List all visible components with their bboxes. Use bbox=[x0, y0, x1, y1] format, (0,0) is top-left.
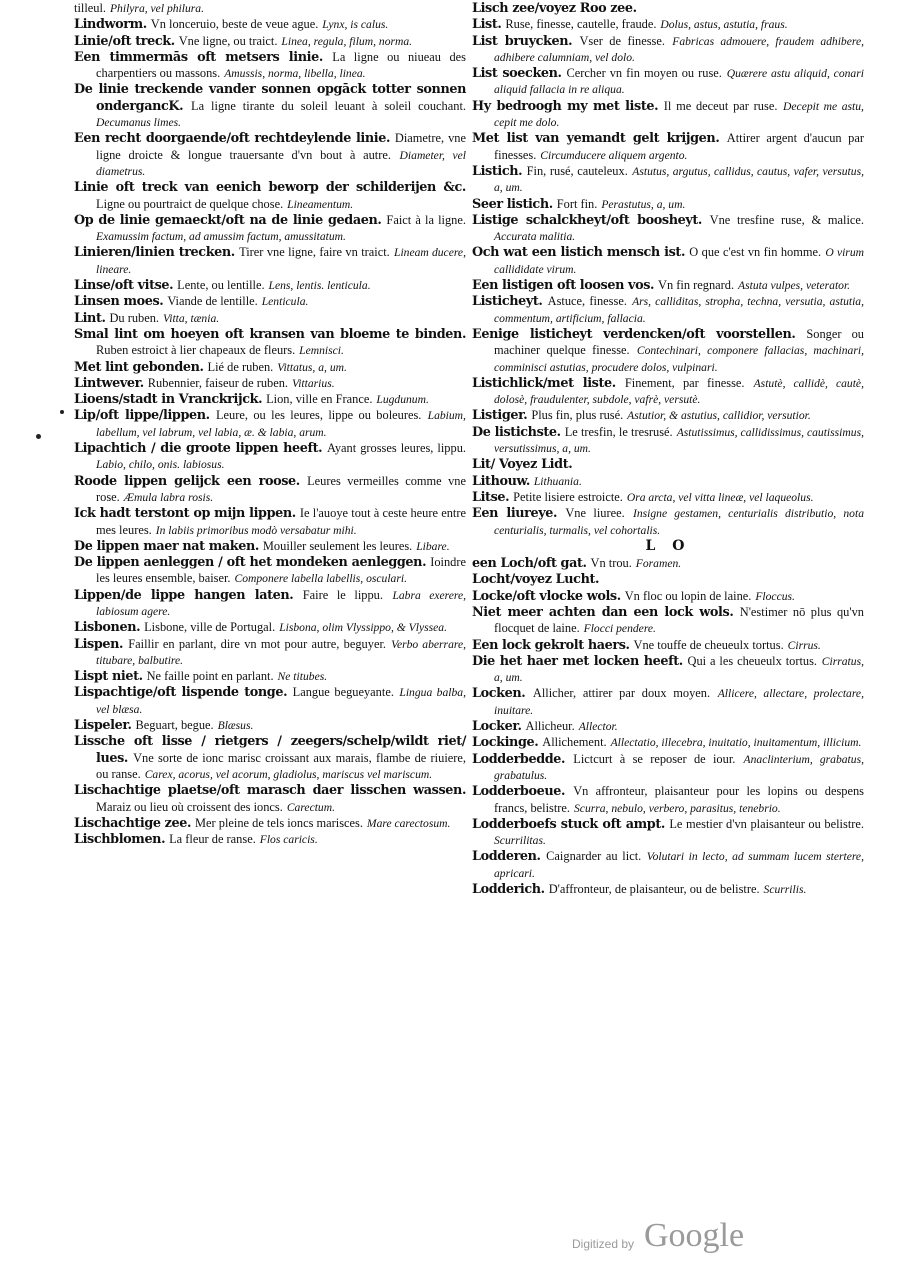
latin-gloss: Æmula labra rosis. bbox=[123, 490, 214, 504]
french-gloss: Ayant grosses leures, lippu. bbox=[327, 441, 466, 456]
latin-gloss: Linea, regula, filum, norma. bbox=[281, 34, 413, 48]
ink-dot bbox=[36, 434, 41, 439]
latin-gloss: Contechinari, componere fallacias, machinari, comminisci astutias, procudere dolos, vulpinari. bbox=[494, 344, 864, 374]
latin-gloss: Lineam ducere, lineare. bbox=[96, 246, 466, 276]
latin-gloss: Quærere astu aliquid, conari aliquid fallacia in re aliqua. bbox=[494, 67, 864, 97]
headword: Een listigen oft loosen vos. bbox=[472, 278, 655, 294]
french-gloss: Leure, ou les leures, lippe ou boleures. bbox=[215, 408, 422, 423]
headword: een Loch/oft gat. bbox=[472, 556, 587, 572]
dictionary-entry bbox=[74, 473, 466, 506]
latin-gloss: Scurrilis. bbox=[763, 883, 807, 897]
dictionary-entry bbox=[74, 293, 466, 309]
headword: De listichste. bbox=[472, 424, 561, 440]
french-gloss: Petite lisiere estroicte. bbox=[513, 489, 623, 504]
dictionary-entry bbox=[74, 538, 466, 554]
dictionary-entry bbox=[472, 555, 864, 571]
dictionary-entry bbox=[74, 815, 466, 831]
latin-gloss: In labiis primoribus modò versabatur mihi. bbox=[155, 523, 357, 537]
french-gloss: Ie l'auoye tout à ceste heure entre mes leures. bbox=[96, 506, 466, 537]
dictionary-entry bbox=[74, 212, 466, 245]
headword: Smal lint om hoeyen oft kransen van bloeme te binden. bbox=[74, 326, 466, 342]
dictionary-entry bbox=[74, 407, 466, 440]
latin-gloss: Perastutus, a, um. bbox=[601, 197, 686, 211]
dictionary-entry bbox=[472, 33, 864, 66]
french-gloss: Diametre, vne ligne droicte & longue trauersante d'vn bout à autre. bbox=[96, 131, 466, 162]
dictionary-entry bbox=[472, 604, 864, 637]
french-gloss: Beguart, begue. bbox=[135, 718, 214, 733]
french-gloss: Cercher vn fin moyen ou ruse. bbox=[566, 66, 722, 81]
french-gloss: Plus fin, plus rusé. bbox=[531, 408, 624, 423]
headword: Lithouw. bbox=[472, 473, 530, 489]
latin-gloss: Scurrilitas. bbox=[494, 834, 546, 848]
french-gloss: La ligne tirante du soleil leuant à soleil couchant. bbox=[191, 98, 466, 113]
headword: Linse/oft vitse. bbox=[74, 278, 174, 294]
latin-gloss: Vittarius. bbox=[291, 376, 335, 390]
headword: Linie oft treck van eenich beworp der schilderijen &c. bbox=[74, 180, 466, 196]
headword: Listiger. bbox=[472, 408, 528, 424]
latin-gloss: Astutior, & astutius, callidior, versutior. bbox=[627, 409, 811, 423]
dictionary-entry bbox=[472, 196, 864, 212]
headword: Lispen. bbox=[74, 636, 124, 652]
latin-gloss: Componere labella labellis, osculari. bbox=[234, 572, 407, 586]
french-gloss: Il me deceut par ruse. bbox=[663, 98, 778, 113]
latin-gloss: Lineamentum. bbox=[287, 197, 354, 211]
french-gloss: La ligne ou niueau des charpentiers ou massons. bbox=[96, 49, 466, 81]
latin-gloss: Amussis, norma, libella, linea. bbox=[224, 67, 366, 81]
french-gloss: Allichement. bbox=[542, 735, 607, 750]
dictionary-entry bbox=[74, 130, 466, 179]
headword: Lintwever. bbox=[74, 375, 144, 391]
french-gloss: Du ruben. bbox=[109, 310, 160, 325]
french-gloss: Allicheur. bbox=[525, 719, 575, 734]
latin-gloss: Dolus, astus, astutia, fraus. bbox=[660, 18, 788, 32]
headword: Linieren/linien trecken. bbox=[74, 245, 235, 261]
headword: Lodderboeue. bbox=[472, 784, 566, 800]
latin-gloss: Decumanus limes. bbox=[96, 116, 182, 130]
headword: De linie treckende vander sonnen opgāck totter sonnen ondergancK. bbox=[74, 82, 466, 114]
french-gloss: Faict à la ligne. bbox=[386, 212, 466, 227]
french-gloss: Vn affronteur, plaisanteur pour les lopins ou despens francs, belistre. bbox=[494, 784, 864, 815]
dictionary-entry bbox=[472, 424, 864, 457]
latin-gloss: Verbo aberrare, titubare, balbutire. bbox=[96, 637, 466, 667]
headword: Lischachtige zee. bbox=[74, 815, 192, 831]
headword: Linie/oft treck. bbox=[74, 33, 175, 49]
latin-gloss: Lens, lentis. lenticula. bbox=[268, 279, 371, 293]
dictionary-entry bbox=[472, 65, 864, 98]
headword: Lodderboefs stuck oft ampt. bbox=[472, 816, 665, 832]
french-gloss: Vn trou. bbox=[590, 556, 632, 571]
french-gloss: tilleul. bbox=[74, 1, 107, 15]
dictionary-entry bbox=[74, 81, 466, 130]
headword: Hy bedroogh my met liste. bbox=[472, 98, 659, 114]
french-gloss: Rubennier, faiseur de ruben. bbox=[147, 375, 289, 390]
headword: Lindworm. bbox=[74, 17, 147, 33]
french-gloss: Qui a les cheueulx tortus. bbox=[687, 653, 818, 668]
headword: Lit/ Voyez Lidt. bbox=[472, 457, 573, 473]
french-gloss: Attirer argent d'aucun par finesses. bbox=[494, 131, 864, 162]
headword: Lockinge. bbox=[472, 735, 539, 751]
french-gloss: Vser de finesse. bbox=[579, 33, 665, 48]
latin-gloss: Carex, acorus, vel acorum, gladiolus, mariscus vel mariscum. bbox=[144, 767, 433, 781]
headword: Locker. bbox=[472, 719, 522, 735]
latin-gloss: Allectatio, illecebra, inuitatio, inuitamentum, illicium. bbox=[610, 736, 862, 750]
french-gloss: Vne ligne, ou traict. bbox=[178, 33, 278, 48]
latin-gloss: Scurra, nebulo, verbero, parasitus, tenebrio. bbox=[574, 801, 781, 815]
headword: Ick hadt terstont op mijn lippen. bbox=[74, 506, 296, 522]
dictionary-entry bbox=[472, 685, 864, 718]
headword: Listicheyt. bbox=[472, 294, 543, 310]
latin-gloss: Allector. bbox=[578, 720, 618, 734]
headword: Lodderen. bbox=[472, 849, 541, 865]
headword: De lippen aenleggen / oft het mondeken aenleggen. bbox=[74, 555, 427, 571]
dictionary-entry bbox=[74, 391, 466, 407]
dictionary-entry bbox=[472, 848, 864, 881]
ink-dot bbox=[60, 410, 64, 414]
latin-gloss: Accurata malitia. bbox=[494, 230, 576, 244]
dictionary-entry bbox=[472, 407, 864, 423]
latin-gloss: Anaclinterium, grabatus, grabatulus. bbox=[494, 752, 864, 782]
latin-gloss: Lugdunum. bbox=[376, 393, 429, 407]
latin-gloss: Floccus. bbox=[755, 589, 795, 603]
french-gloss: Allicher, attirer par doux moyen. bbox=[532, 686, 711, 701]
dictionary-entry bbox=[472, 456, 864, 472]
french-gloss: Vne touffe de cheueulx tortus. bbox=[633, 637, 784, 652]
dictionary-entry bbox=[74, 619, 466, 635]
dictionary-entry bbox=[472, 0, 864, 16]
latin-gloss: Circumducere aliquem argento. bbox=[540, 148, 688, 162]
latin-gloss: Astutus, argutus, callidus, cautus, vafer, versutus, a, um. bbox=[494, 164, 864, 195]
dictionary-entry bbox=[472, 473, 864, 489]
watermark-small: Digitized by bbox=[572, 1237, 635, 1251]
dictionary-entry bbox=[472, 489, 864, 505]
watermark-logo: Google bbox=[644, 1217, 745, 1254]
latin-gloss: Libare. bbox=[416, 539, 450, 553]
headword: Niet meer achten dan een lock wols. bbox=[472, 604, 734, 620]
dictionary-entry bbox=[74, 49, 466, 82]
latin-gloss: Labra exerere, labiosum agere. bbox=[96, 588, 466, 618]
headword: Seer listich. bbox=[472, 196, 553, 212]
headword: Op de linie gemaeckt/oft na de linie gedaen. bbox=[74, 212, 382, 228]
french-gloss: Ruse, finesse, cautelle, fraude. bbox=[505, 17, 657, 32]
dictionary-entry bbox=[472, 130, 864, 163]
french-gloss: Maraiz ou lieu où croissent des ioncs. bbox=[96, 799, 283, 814]
french-gloss: Finement, par finesse. bbox=[624, 375, 745, 390]
headword: Eenige listicheyt verdencken/oft voorstellen. bbox=[472, 326, 796, 342]
french-gloss: Faillir en parlant, dire vn mot pour autre, beguyer. bbox=[128, 636, 386, 651]
dictionary-entry bbox=[74, 782, 466, 815]
french-gloss: Lié de ruben. bbox=[207, 359, 274, 374]
headword: Lischachtige plaetse/oft marasch daer lisschen wassen. bbox=[74, 783, 466, 799]
dictionary-entry bbox=[472, 98, 864, 131]
dictionary-entry bbox=[472, 293, 864, 326]
latin-gloss: Vitta, tænia. bbox=[163, 311, 220, 325]
dictionary-entry bbox=[472, 277, 864, 293]
section-heading: L O bbox=[645, 537, 691, 554]
latin-gloss: Flos caricis. bbox=[259, 833, 318, 847]
latin-gloss: Insigne gestamen, centurialis distributio, nota centurialis, turmalis, vel cohortalis. bbox=[494, 507, 864, 537]
french-gloss: N'estimer nō plus qu'vn flocquet de laine. bbox=[494, 604, 864, 636]
headword: Een liureye. bbox=[472, 506, 558, 522]
french-gloss: Vn lonceruio, beste de veue ague. bbox=[150, 17, 319, 32]
headword: Een recht doorgaende/oft rechtdeylende linie. bbox=[74, 131, 391, 147]
headword: Die het haer met locken heeft. bbox=[472, 653, 683, 669]
french-gloss: Fin, rusé, cauteleux. bbox=[526, 163, 628, 178]
french-gloss: Vn floc ou lopin de laine. bbox=[624, 588, 752, 603]
headword: Listichlick/met liste. bbox=[472, 375, 616, 391]
dictionary-entry bbox=[74, 16, 466, 32]
french-gloss: Faire le lippu. bbox=[302, 587, 383, 602]
dictionary-entry bbox=[472, 718, 864, 734]
dictionary-entry bbox=[472, 637, 864, 653]
latin-gloss: Lenticula. bbox=[261, 295, 309, 309]
headword: Lispt niet. bbox=[74, 669, 143, 685]
latin-gloss: Ora arcta, vel vitta lineæ, vel laqueolus. bbox=[626, 490, 814, 504]
french-gloss: Vne tresfine ruse, & malice. bbox=[709, 212, 865, 227]
latin-gloss: Lemnisci. bbox=[299, 344, 344, 358]
dictionary-entry bbox=[74, 0, 466, 16]
dictionary-entry bbox=[472, 751, 864, 784]
right-column bbox=[472, 0, 864, 897]
french-gloss: Viande de lentille. bbox=[167, 294, 258, 309]
french-gloss: Tirer vne ligne, faire vn traict. bbox=[239, 245, 390, 260]
headword: Och wat een listich mensch ist. bbox=[472, 245, 686, 261]
french-gloss: La fleur de ranse. bbox=[169, 832, 256, 847]
headword: Lodderbedde. bbox=[472, 751, 566, 767]
headword: Lipachtich / die groote lippen heeft. bbox=[74, 441, 323, 457]
french-gloss: Lictcurt à se reposer de iour. bbox=[573, 751, 736, 766]
headword: Linsen moes. bbox=[74, 294, 164, 310]
dictionary-entry bbox=[74, 359, 466, 375]
french-gloss: Langue begueyante. bbox=[292, 685, 394, 700]
french-gloss: Songer ou machiner quelque finesse. bbox=[494, 326, 864, 358]
dictionary-entry bbox=[74, 733, 466, 782]
french-gloss: Mouiller seulement les leures. bbox=[262, 538, 413, 553]
dictionary-entry bbox=[472, 816, 864, 849]
dictionary-entry bbox=[472, 375, 864, 408]
latin-gloss: Philyra, vel philura. bbox=[109, 2, 204, 15]
dictionary-entry bbox=[472, 505, 864, 538]
dictionary-entry bbox=[74, 505, 466, 538]
latin-gloss: Volutari in lecto, ad summam lucem stertere, apricari. bbox=[494, 850, 864, 880]
french-gloss: Ligne ou pourtraict de quelque chose. bbox=[96, 196, 284, 211]
french-gloss: Ne faille point en parlant. bbox=[146, 669, 274, 684]
latin-gloss: Foramen. bbox=[635, 557, 682, 571]
headword: Lisbonen. bbox=[74, 620, 141, 636]
dictionary-entry bbox=[472, 588, 864, 604]
headword: List. bbox=[472, 17, 502, 33]
french-gloss: Vne sorte de ionc marisc croissant aux marais, flambe de riuiere, ou ranse. bbox=[96, 750, 466, 781]
dictionary-entry bbox=[74, 244, 466, 277]
headword: Lispeler. bbox=[74, 718, 132, 734]
headword: Lint. bbox=[74, 310, 106, 326]
dictionary-entry bbox=[74, 636, 466, 669]
dictionary-entry bbox=[472, 783, 864, 816]
french-gloss: Fort fin. bbox=[556, 196, 598, 211]
latin-gloss: Cirratus, a, um. bbox=[494, 654, 864, 685]
french-gloss: Leures vermeilles comme vne rose. bbox=[96, 473, 466, 504]
dictionary-entry bbox=[74, 684, 466, 717]
dictionary-entry bbox=[74, 310, 466, 326]
headword: Lischblomen. bbox=[74, 832, 166, 848]
french-gloss: Caignarder au lict. bbox=[546, 849, 642, 864]
dictionary-entry bbox=[74, 440, 466, 473]
dictionary-entry bbox=[74, 33, 466, 49]
french-gloss: Le tresfin, le tresrusé. bbox=[564, 424, 673, 439]
french-gloss: Vne liuree. bbox=[565, 506, 625, 521]
latin-gloss: Blæsus. bbox=[217, 719, 254, 733]
dictionary-entry bbox=[74, 587, 466, 620]
left-column bbox=[74, 0, 466, 847]
headword: List bruycken. bbox=[472, 33, 573, 49]
headword: Lissche oft lisse / rietgers / zeegers/schelp/wildt riet/ lues. bbox=[74, 734, 466, 766]
latin-gloss: Fabricas admouere, fraudem adhibere, adhibere calumniam, vel dolo. bbox=[494, 34, 864, 64]
latin-gloss: Labio, chilo, onis. labiosus. bbox=[96, 458, 225, 472]
latin-gloss: Carectum. bbox=[286, 800, 336, 814]
headword: Lippen/de lippe hangen laten. bbox=[74, 587, 294, 603]
latin-gloss: Labium, labellum, vel labrum, vel labia, æ. & labia, arum. bbox=[96, 409, 466, 439]
dictionary-entry bbox=[472, 326, 864, 375]
french-gloss: D'affronteur, de plaisanteur, ou de belistre. bbox=[548, 882, 760, 897]
headword: Met lint gebonden. bbox=[74, 359, 204, 375]
latin-gloss: Astutè, callidè, cautè, dolosè, fraudulenter, subdole, vafrè, versutè. bbox=[494, 376, 864, 407]
latin-gloss: Astutissimus, callidissimus, cautissimus, versutissimus, a, um. bbox=[494, 425, 864, 456]
latin-gloss: Ars, calliditas, stropha, techna, versutia, astutia, commentum, artificium, fallacia. bbox=[494, 295, 864, 325]
french-gloss: Ioindre les leures ensemble, baiser. bbox=[96, 555, 466, 586]
french-gloss: Ruben estroict à lier chapeaux de fleurs. bbox=[96, 343, 296, 358]
headword: Locht/voyez Lucht. bbox=[472, 572, 600, 588]
latin-gloss: Examussim factum, ad amussim factum, amussitatum. bbox=[96, 230, 346, 244]
dictionary-entry bbox=[472, 244, 864, 277]
latin-gloss: Cirrus. bbox=[787, 638, 821, 652]
french-gloss: Lente, ou lentille. bbox=[177, 278, 265, 293]
headword: Een lock gekrolt haers. bbox=[472, 637, 630, 653]
dictionary-entry bbox=[74, 179, 466, 212]
headword: Lioens/stadt in Vranckrijck. bbox=[74, 392, 263, 408]
dictionary-entry bbox=[472, 212, 864, 245]
headword: Roode lippen gelijck een roose. bbox=[74, 473, 300, 489]
headword: Listich. bbox=[472, 163, 523, 179]
headword: Lispachtige/oft lispende tonge. bbox=[74, 685, 288, 701]
french-gloss: Le mestier d'vn plaisanteur ou belistre. bbox=[669, 816, 864, 831]
dictionary-entry bbox=[74, 277, 466, 293]
french-gloss: Astuce, finesse. bbox=[547, 294, 627, 309]
latin-gloss: Diameter, vel diametrus. bbox=[96, 148, 466, 178]
dictionary-entry bbox=[74, 554, 466, 587]
latin-gloss: Decepit me astu, cepit me dolo. bbox=[494, 99, 864, 130]
dictionary-entry bbox=[74, 375, 466, 391]
latin-gloss: Lisbona, olim Vlyssippo, & Vlyssea. bbox=[279, 621, 447, 635]
headword: Locken. bbox=[472, 686, 526, 702]
dictionary-entry bbox=[472, 881, 864, 897]
latin-gloss: Lingua balba, vel blæsa. bbox=[96, 686, 466, 716]
latin-gloss: Astuta vulpes, veterator. bbox=[738, 279, 851, 293]
french-gloss: Lion, ville en France. bbox=[266, 392, 373, 407]
headword: Met list van yemandt gelt krijgen. bbox=[472, 131, 720, 147]
headword: List soecken. bbox=[472, 66, 562, 82]
headword: Een timmermās oft metsers linie. bbox=[74, 49, 323, 65]
dictionary-entry bbox=[472, 571, 864, 587]
headword: Lodderich. bbox=[472, 882, 545, 898]
dictionary-entry bbox=[472, 734, 864, 750]
headword: Lisch zee/voyez Roo zee. bbox=[472, 1, 637, 16]
french-gloss: O que c'est vn fin homme. bbox=[689, 245, 822, 260]
latin-gloss: Ne titubes. bbox=[277, 670, 328, 684]
french-gloss: Vn fin regnard. bbox=[658, 278, 735, 293]
watermark bbox=[572, 1215, 772, 1265]
latin-gloss: Flocci pendere. bbox=[583, 622, 656, 636]
french-gloss: Lisbone, ville de Portugal. bbox=[144, 620, 276, 635]
latin-gloss: Vittatus, a, um. bbox=[277, 360, 347, 374]
dictionary-entry bbox=[74, 717, 466, 733]
latin-gloss: Mare carectosum. bbox=[366, 816, 451, 830]
latin-gloss: O virum callididate virum. bbox=[494, 246, 864, 276]
latin-gloss: Lithuania. bbox=[533, 474, 582, 488]
latin-gloss: Lynx, is calus. bbox=[322, 18, 389, 32]
headword: Litse. bbox=[472, 489, 510, 505]
headword: Listige schalckheyt/oft boosheyt. bbox=[472, 212, 702, 228]
latin-gloss: Allicere, allectare, prolectare, inuitare. bbox=[494, 687, 864, 717]
dictionary-entry bbox=[472, 16, 864, 32]
headword: De lippen maer nat maken. bbox=[74, 538, 259, 554]
dictionary-entry bbox=[74, 831, 466, 847]
dictionary-entry bbox=[74, 326, 466, 359]
dictionary-entry bbox=[472, 163, 864, 196]
dictionary-entry bbox=[472, 653, 864, 686]
french-gloss: Mer pleine de tels ioncs marisces. bbox=[195, 815, 363, 830]
headword: Lip/oft lippe/lippen. bbox=[74, 408, 210, 424]
headword: Locke/oft vlocke wols. bbox=[472, 588, 621, 604]
dictionary-entry bbox=[74, 668, 466, 684]
